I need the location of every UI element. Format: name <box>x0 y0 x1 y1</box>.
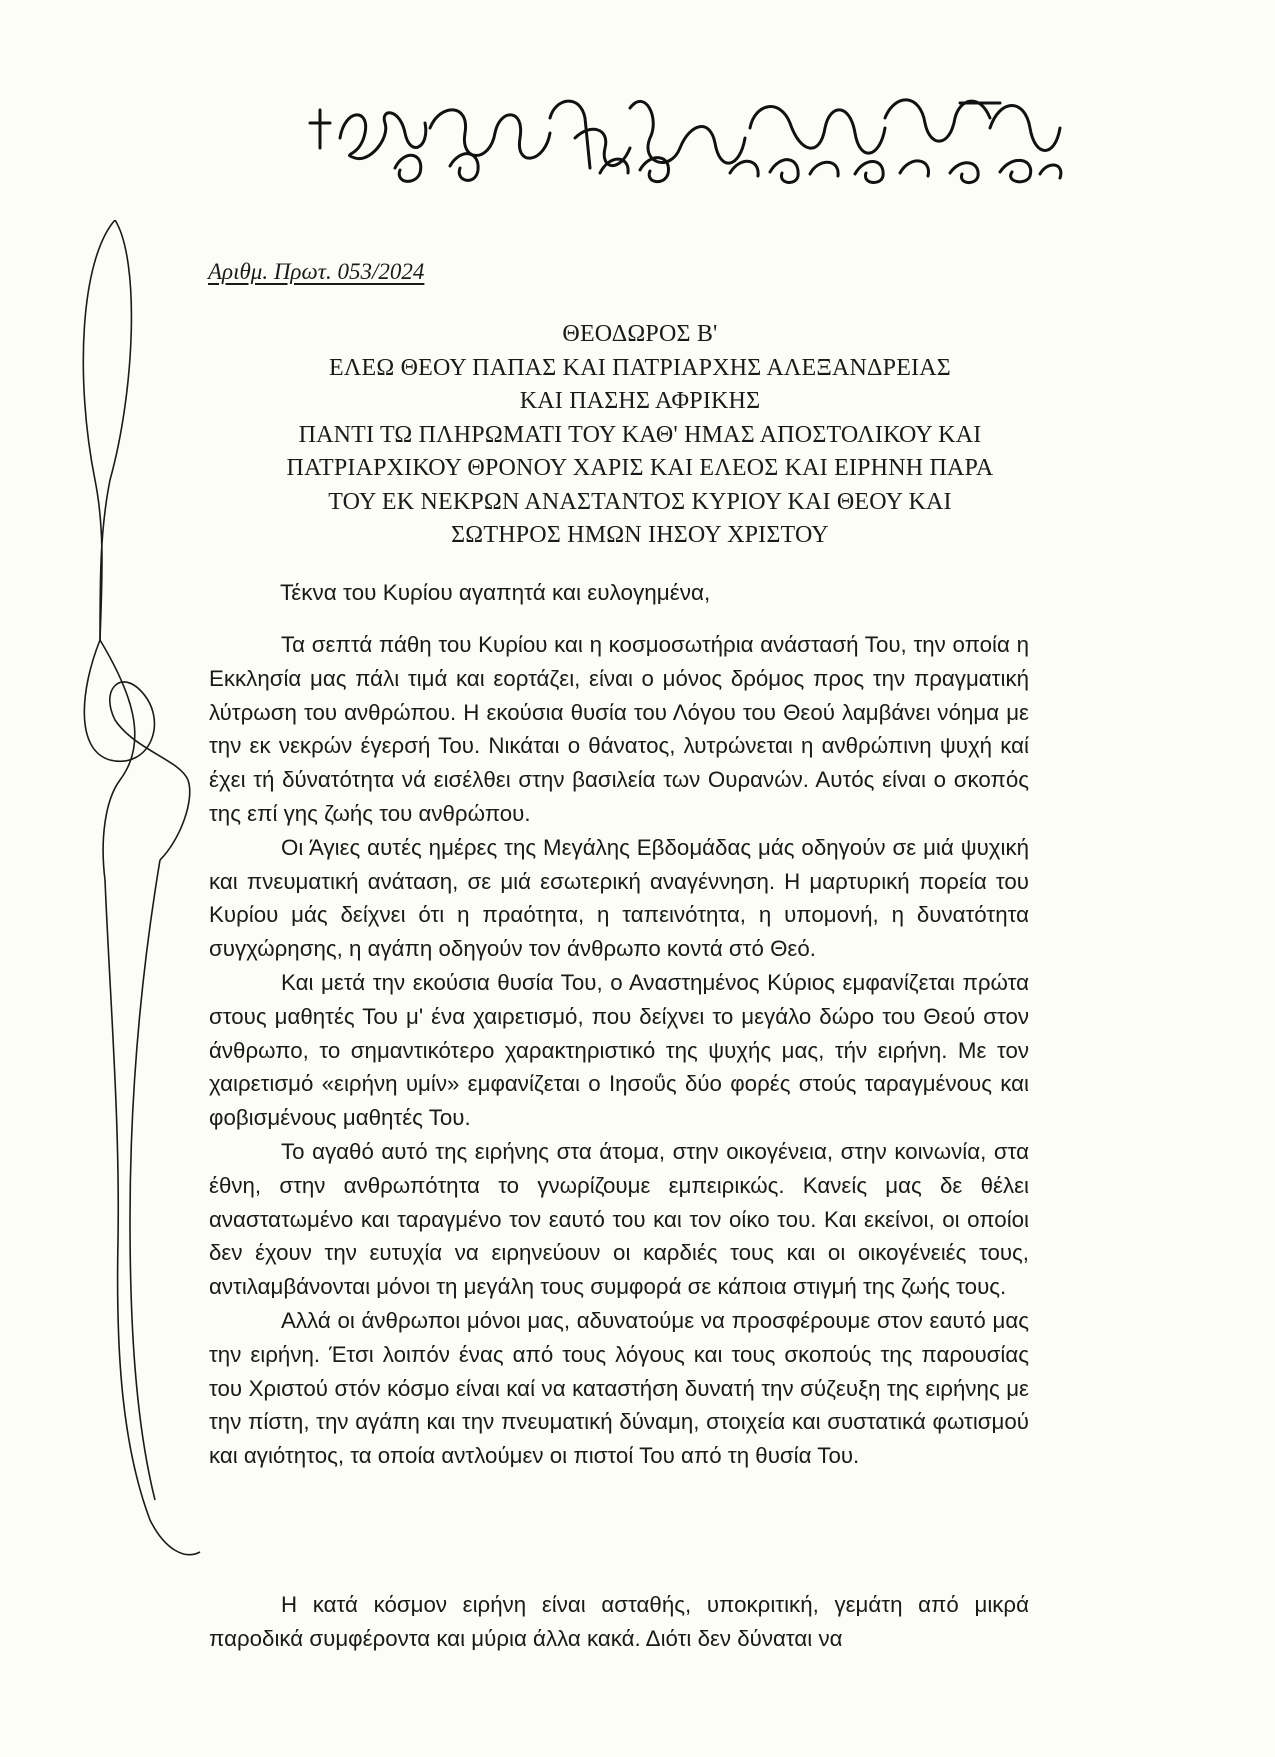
closing-paragraph: Η κατά κόσμον ειρήνη είναι ασταθής, υποκριτική, γεμάτη από μικρά παροδικά συμφέροντα και μύρια άλλα κακά. Διότι δεν δύναται να <box>209 1592 1029 1651</box>
heading-line: ΚΑΙ ΠΑΣΗΣ ΑΦΡΙΚΗΣ <box>519 388 761 414</box>
body-paragraph: Οι Άγιες αυτές ημέρες της Μεγάλης Εβδομάδας μάς οδηγούν σε μιά ψυχική και πνευματική ανάταση, σε μιά εσωτερική αναγέννηση. Η μαρτυρική πορεία του Κυρίου μάς δείχνει ότι η πραότητα, η ταπεινότητα, η υπομονή, η δυνατότητα συγχώρησης, η αγάπη οδηγούν τον άνθρωπο κοντά στό Θεό. <box>209 834 1029 962</box>
protocol-number: Αριθμ. Πρωτ. 053/2024 <box>208 259 425 284</box>
patriarch-signature <box>300 78 1070 188</box>
heading-line: ΠΑΝΤΙ ΤΩ ΠΛΗΡΩΜΑΤΙ ΤΟΥ ΚΑΘ' ΗΜΑΣ ΑΠΟΣΤΟΛΙΚΟΥ ΚΑΙ <box>298 421 982 448</box>
closing-text <box>209 1588 1029 1656</box>
body-paragraph: Τα σεπτά πάθη του Κυρίου και η κοσμοσωτήρια ανάστασή Του, την οποία η Εκκλησία μας πάλι τιμά και εορτάζει, είναι ο μόνος δρόμος προς την πραγματική λύτρωση του ανθρώπου. Η εκούσια θυσία του Λόγου του Θεού λαμβάνει νόημα με την εκ νεκρών έγερσή Του. Νικάται ο θάνατος, λυτρώνεται η ανθρώπινη ψυχή καί έχει τή δύνατότητα νά εισέλθει στην βασιλεία των Ουρανών. Αυτός είναι ο σκοπός της επί γης ζωής του ανθρώπου. <box>209 632 1029 826</box>
body-text <box>209 628 1029 1473</box>
body-paragraph: Και μετά την εκούσια θυσία Του, ο Αναστημένος Κύριος εμφανίζεται πρώτα στους μαθητές Του μ' ένα χαιρετισμό, που δείχνει το μεγάλο δώρο του Θεού στον άνθρωπο, το σημαντικότερο χαρακτηριστικό της ψυχής μας, τήν ειρήνη. Με τον χαιρετισμό «ειρήνη υμίν» εμφανίζεται ο Ιησοΰς δύο φορές στούς ταραγμένους και φοβισμένους μαθητές Του. <box>209 969 1029 1131</box>
body-paragraph: Αλλά οι άνθρωποι μόνοι μας, αδυνατούμε να προσφέρουμε στον εαυτό μας την ειρήνη. Έτσι λοιπόν ένας από τους λόγους και τους σκοπούς της παρουσίας του Χριστού στόν κόσμο είναι καί να καταστήση δυνατή την σύζευξη της ειρήνης με την πίστη, την αγάπη και την πνευματική δύναμη, στοιχεία και συστατικά φωτισμού και αγιότητος, τα οποία αντλούμεν οι πιστοί Του από τη θυσία Του. <box>209 1307 1029 1469</box>
heading-line: ΣΩΤΗΡΟΣ ΗΜΩΝ ΙΗΣΟΥ ΧΡΙΣΤΟΥ <box>451 522 829 548</box>
document-heading <box>200 318 1080 553</box>
heading-line: ΠΑΤΡΙΑΡΧΙΚΟΥ ΘΡΟΝΟΥ ΧΑΡΙΣ ΚΑΙ ΕΛΕΟΣ ΚΑΙ ΕΙΡΗΝΗ ΠΑΡΑ <box>286 455 994 481</box>
heading-line: ΕΛΕΩ ΘΕΟΥ ΠΑΠΑΣ ΚΑΙ ΠΑΤΡΙΑΡΧΗΣ ΑΛΕΞΑΝΔΡΕΙΑΣ <box>329 354 951 381</box>
heading-line: ΤΟΥ ΕΚ ΝΕΚΡΩΝ ΑΝΑΣΤΑΝΤΟΣ ΚΥΡΙΟΥ ΚΑΙ ΘΕΟΥ ΚΑΙ <box>328 488 952 515</box>
body-paragraph: Το αγαθό αυτό της ειρήνης στα άτομα, στην οικογένεια, στην κοινωνία, στα έθνη, στην ανθρωπότητα το γνωρίζουμε εμπειρικώς. Κανείς μας δε θέλει αναστατωμένο και ταραγμένο τον εαυτό του και τον οίκο του. Και εκείνοι, οι οποίοι δεν έχουν την ευτυχία να ειρηνεύουν οι καρδιές τους και οι οικογένειές τους, αντιλαμβάνονται μόνοι τη μεγάλη τους συμφορά σε κάποια στιγμή της ζωής τους. <box>209 1138 1029 1300</box>
heading-line: ΘΕΟΔΩΡΟΣ Β' <box>562 321 718 347</box>
salutation: Τέκνα του Κυρίου αγαπητά και ευλογημένα, <box>280 580 711 605</box>
